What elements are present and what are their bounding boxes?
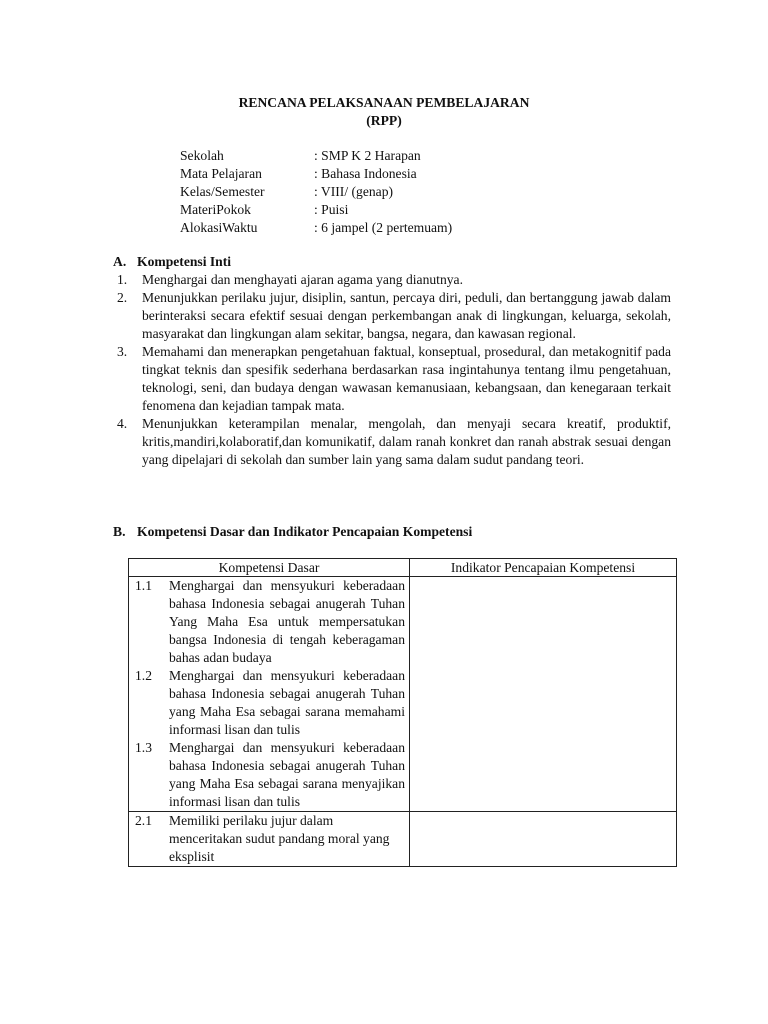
kd-text: Menghargai dan mensyukuri keberadaan bahasa Indonesia sebagai anugerah Tuhan Yang Maha Esa untuk mempersatukan bangsa Indonesia di tengah keberagaman bahas adan budaya [169, 578, 405, 665]
section-a-heading [113, 253, 231, 271]
kompetensi-dasar-cell [129, 812, 410, 867]
identity-label: Mata Pelajaran [180, 166, 262, 181]
kd-item [129, 577, 409, 667]
identity-value: : Bahasa Indonesia [314, 166, 417, 181]
identity-value: : Puisi [314, 202, 349, 217]
list-item-text: Menghargai dan menghayati ajaran agama yang dianutnya. [142, 272, 463, 287]
document-subtitle: (RPP) [366, 113, 402, 128]
kd-number: 1.1 [135, 578, 152, 593]
kd-item [129, 812, 409, 866]
column-header-kompetensi-dasar: Kompetensi Dasar [129, 559, 410, 577]
kompetensi-dasar-table [128, 558, 677, 867]
column-header-indikator: Indikator Pencapaian Kompetensi [410, 559, 677, 577]
kd-number: 1.2 [135, 668, 152, 683]
kd-text: Menghargai dan mensyukuri keberadaan bahasa Indonesia sebagai anugerah Tuhan yang Maha Esa sebagai sarana memahami informasi lisan dan tulis [169, 668, 405, 737]
kd-item [129, 667, 409, 739]
section-letter: B. [113, 524, 126, 539]
list-item [113, 415, 671, 469]
section-b-heading [113, 523, 472, 541]
indikator-cell [410, 812, 677, 867]
section-title: Kompetensi Inti [137, 254, 232, 269]
section-title: Kompetensi Dasar dan Indikator Pencapaian Kompetensi [137, 524, 473, 539]
table-row [129, 812, 677, 867]
list-item-text: Menunjukkan keterampilan menalar, mengolah, dan menyaji secara kreatif, produktif, kritis,mandiri,kolaboratif,dan komunikatif, dalam ranah konkret dan ranah abstrak sesuai dengan yang dipelajari di sekolah dan sumber lain yang sama dalam sudut pandang teori. [142, 416, 671, 467]
kd-number: 2.1 [135, 813, 152, 828]
list-item [113, 343, 671, 415]
identity-value: : 6 jampel (2 pertemuam) [314, 220, 453, 235]
identity-label: Kelas/Semester [180, 184, 265, 199]
list-item-text: Menunjukkan perilaku jujur, disiplin, santun, percaya diri, peduli, dan bertanggung jawab dalam berinteraksi secara efektif sesuai dengan perkembangan anak di lingkungan, keluarga, sekolah, masyarakat dan lingkungan alam sekitar, bangsa, negara, dan kawasan regional. [142, 290, 671, 341]
kompetensi-inti-list [113, 271, 671, 469]
kd-text: Memiliki perilaku jujur dalam menceritakan sudut pandang moral yang eksplisit [169, 813, 390, 864]
kd-text: Menghargai dan mensyukuri keberadaan bahasa Indonesia sebagai anugerah Tuhan yang Maha Esa sebagai sarana menyajikan informasi lisan dan tulis [169, 740, 405, 809]
identity-row [180, 165, 452, 183]
kompetensi-dasar-cell [129, 577, 410, 812]
list-item-number: 1. [117, 272, 128, 287]
identity-row [180, 183, 452, 201]
identity-label: Sekolah [180, 148, 224, 163]
section-letter: A. [113, 254, 127, 269]
list-item [113, 289, 671, 343]
kd-number: 1.3 [135, 740, 152, 755]
list-item-text: Memahami dan menerapkan pengetahuan faktual, konseptual, prosedural, dan metakognitif pada tingkat teknis dan spesifik sederhana berdasarkan rasa ingintahunya tentang ilmu pengetahuan, teknologi, seni, dan budaya dengan wawasan kemanusiaan, kebangsaan, dan kenegaraan terkait fenomena dan kejadian tampak mata. [142, 344, 671, 413]
list-item-number: 2. [117, 290, 128, 305]
indikator-cell [410, 577, 677, 812]
list-item [113, 271, 671, 289]
table-row [129, 577, 677, 812]
identity-row [180, 201, 452, 219]
list-item-number: 3. [117, 344, 128, 359]
identity-block [180, 147, 452, 237]
identity-row [180, 219, 452, 237]
document-title: RENCANA PELAKSANAAN PEMBELAJARAN [238, 95, 530, 110]
identity-label: AlokasiWaktu [180, 220, 258, 235]
identity-value: : SMP K 2 Harapan [314, 148, 421, 163]
identity-row [180, 147, 452, 165]
identity-value: : VIII/ (genap) [314, 184, 394, 199]
list-item-number: 4. [117, 416, 128, 431]
kd-item [129, 739, 409, 811]
identity-label: MateriPokok [180, 202, 251, 217]
table-header-row [129, 559, 677, 577]
